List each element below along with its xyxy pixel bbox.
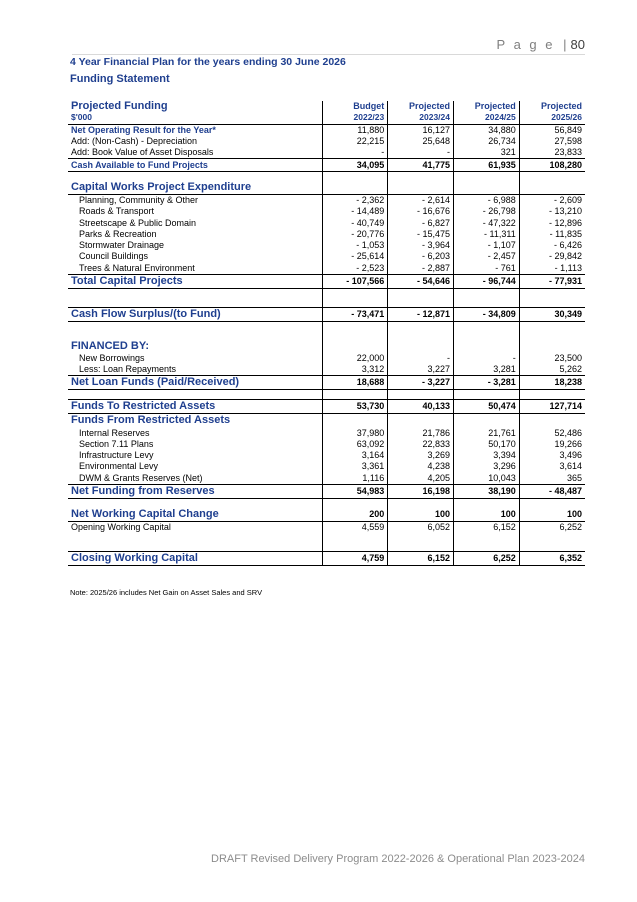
row-value: 100 xyxy=(454,508,520,522)
row-value: - 13,210 xyxy=(519,206,585,217)
spacer-cell xyxy=(68,298,322,308)
row-label: New Borrowings xyxy=(79,353,145,363)
row-value xyxy=(322,181,388,195)
row-value: - 12,871 xyxy=(388,307,454,321)
row-value: - 12,896 xyxy=(519,217,585,228)
row-value xyxy=(454,340,520,353)
row-value: 22,215 xyxy=(322,136,388,147)
row-value: 21,761 xyxy=(454,427,520,438)
spacer-row xyxy=(68,542,585,552)
col-header-4: Projected xyxy=(519,101,585,112)
row-value: 18,238 xyxy=(519,376,585,390)
spacer-cell xyxy=(388,321,454,331)
row-value: 22,833 xyxy=(388,439,454,450)
row-label: Closing Working Capital xyxy=(68,552,322,566)
row-value xyxy=(519,340,585,353)
row-value: 40,133 xyxy=(388,400,454,414)
row-value: - xyxy=(388,147,454,159)
spacer-cell xyxy=(454,542,520,552)
row-value: - 3,964 xyxy=(388,240,454,251)
row-label: Planning, Community & Other xyxy=(79,194,199,205)
col-header-1: Budget xyxy=(322,101,388,112)
row-value: 41,775 xyxy=(388,159,454,171)
row-value: - 3,281 xyxy=(454,376,520,390)
row-value: - 6,988 xyxy=(454,194,520,206)
table-row xyxy=(68,340,585,353)
row-label: Add: (Non-Cash) - Depreciation xyxy=(71,136,198,147)
table-row xyxy=(68,159,585,171)
spacer-cell xyxy=(454,331,520,340)
row-label: Funds From Restricted Assets xyxy=(71,414,231,427)
row-value: - xyxy=(322,147,388,159)
row-value: 26,734 xyxy=(454,136,520,147)
row-label: Stormwater Drainage xyxy=(79,240,165,251)
page-footer: DRAFT Revised Delivery Program 2022-2026 & Operational Plan 2023-2024 xyxy=(211,853,585,865)
row-value: 38,190 xyxy=(454,484,520,498)
table-row xyxy=(68,461,585,472)
row-value: 4,759 xyxy=(322,552,388,566)
row-value: 127,714 xyxy=(519,400,585,414)
row-value xyxy=(454,181,520,195)
spacer-cell xyxy=(68,288,322,298)
row-label: FINANCED BY: xyxy=(71,339,150,352)
table-header-row xyxy=(68,101,585,112)
footnote: Note: 2025/26 includes Net Gain on Asset Sales and SRV xyxy=(70,588,263,597)
spacer-cell xyxy=(388,533,454,542)
row-value xyxy=(519,414,585,428)
spacer-cell xyxy=(519,288,585,298)
row-value: 1,116 xyxy=(322,473,388,485)
row-value: 3,296 xyxy=(454,461,520,472)
row-value: 18,688 xyxy=(322,376,388,390)
row-value: 30,349 xyxy=(519,307,585,321)
spacer-cell xyxy=(68,331,322,340)
row-value: - 6,426 xyxy=(519,240,585,251)
row-label: Roads & Transport xyxy=(79,206,155,217)
spacer-cell xyxy=(454,288,520,298)
spacer-cell xyxy=(454,321,520,331)
spacer-cell xyxy=(68,171,322,181)
spacer-cell xyxy=(519,321,585,331)
table-row xyxy=(68,124,585,136)
table-row xyxy=(68,240,585,251)
col-year-1: 2022/23 xyxy=(322,112,388,124)
row-label: Trees & Natural Environment xyxy=(79,262,195,273)
spacer-row xyxy=(68,533,585,542)
row-value: - 48,487 xyxy=(519,484,585,498)
row-label: Net Loan Funds (Paid/Received) xyxy=(68,376,322,390)
table-row xyxy=(68,353,585,364)
row-value: - 107,566 xyxy=(322,274,388,288)
spacer-cell xyxy=(454,171,520,181)
row-value: 3,614 xyxy=(519,461,585,472)
row-value: - 761 xyxy=(454,263,520,275)
row-value: 34,095 xyxy=(322,159,388,171)
row-value: 6,152 xyxy=(454,521,520,533)
table-row xyxy=(68,364,585,376)
funding-statement-table xyxy=(68,101,585,566)
row-value: - 14,489 xyxy=(322,206,388,217)
row-value: - 3,227 xyxy=(388,376,454,390)
col-year-3: 2024/25 xyxy=(454,112,520,124)
row-value: 6,052 xyxy=(388,521,454,533)
row-value: 365 xyxy=(519,473,585,485)
spacer-cell xyxy=(454,533,520,542)
col-header-3: Projected xyxy=(454,101,520,112)
row-value xyxy=(322,340,388,353)
spacer-cell xyxy=(68,390,322,400)
row-value: - 11,835 xyxy=(519,229,585,240)
row-value: 3,312 xyxy=(322,364,388,376)
row-value: 11,880 xyxy=(322,124,388,136)
row-label: Cash Flow Surplus/(to Fund) xyxy=(68,307,322,321)
row-value: - 2,887 xyxy=(388,263,454,275)
spacer-cell xyxy=(388,171,454,181)
spacer-cell xyxy=(68,498,322,508)
row-value: - 2,523 xyxy=(322,263,388,275)
spacer-cell xyxy=(322,498,388,508)
row-value: - 47,322 xyxy=(454,217,520,228)
table-row xyxy=(68,450,585,461)
table-row xyxy=(68,414,585,428)
row-value: - 1,053 xyxy=(322,240,388,251)
row-label: Streetscape & Public Domain xyxy=(79,217,197,228)
spacer-cell xyxy=(519,298,585,308)
row-value: - 73,471 xyxy=(322,307,388,321)
row-label: Environmental Levy xyxy=(79,461,159,472)
row-label: Cash Available to Fund Projects xyxy=(68,159,322,171)
spacer-cell xyxy=(454,498,520,508)
row-value: 54,983 xyxy=(322,484,388,498)
row-value: 3,394 xyxy=(454,450,520,461)
spacer-cell xyxy=(519,171,585,181)
header-rule xyxy=(72,54,585,55)
row-value: - 2,457 xyxy=(454,251,520,262)
row-label: Internal Reserves xyxy=(79,427,150,438)
row-value: 4,559 xyxy=(322,521,388,533)
row-value: - 11,311 xyxy=(454,229,520,240)
spacer-cell xyxy=(519,390,585,400)
table-row xyxy=(68,136,585,147)
row-label: Net Operating Result for the Year* xyxy=(71,124,216,135)
table-row xyxy=(68,147,585,159)
row-label: Net Working Capital Change xyxy=(68,508,322,522)
row-label: DWM & Grants Reserves (Net) xyxy=(79,472,203,483)
row-value: - 54,646 xyxy=(388,274,454,288)
row-value: 16,198 xyxy=(388,484,454,498)
row-value: 200 xyxy=(322,508,388,522)
row-value xyxy=(388,414,454,428)
row-value: - 15,475 xyxy=(388,229,454,240)
spacer-cell xyxy=(454,390,520,400)
row-value: - 2,614 xyxy=(388,194,454,206)
row-value: 63,092 xyxy=(322,439,388,450)
row-value: 50,170 xyxy=(454,439,520,450)
row-value xyxy=(454,414,520,428)
table-row xyxy=(68,473,585,485)
row-value: - xyxy=(388,353,454,364)
row-label: Parks & Recreation xyxy=(79,228,157,239)
spacer-row xyxy=(68,321,585,331)
row-value xyxy=(519,181,585,195)
table-row xyxy=(68,484,585,498)
row-value: 27,598 xyxy=(519,136,585,147)
row-value: 108,280 xyxy=(519,159,585,171)
row-value: 34,880 xyxy=(454,124,520,136)
spacer-cell xyxy=(322,331,388,340)
row-value: 6,252 xyxy=(519,521,585,533)
table-row xyxy=(68,508,585,522)
table-row xyxy=(68,427,585,438)
row-label: Net Funding from Reserves xyxy=(68,484,322,498)
row-value: - 1,113 xyxy=(519,263,585,275)
table-row xyxy=(68,552,585,566)
row-value: 6,352 xyxy=(519,552,585,566)
spacer-row xyxy=(68,171,585,181)
table-subheader-row xyxy=(68,112,585,124)
row-value xyxy=(388,340,454,353)
row-value: 22,000 xyxy=(322,353,388,364)
row-label: Funds To Restricted Assets xyxy=(68,400,322,414)
spacer-cell xyxy=(388,288,454,298)
row-label: Section 7.11 Plans xyxy=(79,438,154,449)
row-label: Council Buildings xyxy=(79,251,149,262)
row-value: 23,500 xyxy=(519,353,585,364)
row-value: - 96,744 xyxy=(454,274,520,288)
spacer-cell xyxy=(322,321,388,331)
spacer-cell xyxy=(322,298,388,308)
table-row xyxy=(68,251,585,262)
row-value: 6,252 xyxy=(454,552,520,566)
row-value: 321 xyxy=(454,147,520,159)
row-value: 4,238 xyxy=(388,461,454,472)
table-row xyxy=(68,521,585,533)
row-value: 10,043 xyxy=(454,473,520,485)
spacer-cell xyxy=(519,331,585,340)
row-value: 19,266 xyxy=(519,439,585,450)
row-value: - 26,798 xyxy=(454,206,520,217)
row-value: - 34,809 xyxy=(454,307,520,321)
spacer-cell xyxy=(68,542,322,552)
unit-label: $'000 xyxy=(68,112,322,124)
row-value: - 2,609 xyxy=(519,194,585,206)
document-title: 4 Year Financial Plan for the years ending 30 June 2026 xyxy=(70,56,346,68)
row-value: - 16,676 xyxy=(388,206,454,217)
row-value: 4,205 xyxy=(388,473,454,485)
row-value: 3,281 xyxy=(454,364,520,376)
row-value: 21,786 xyxy=(388,427,454,438)
row-value: 3,361 xyxy=(322,461,388,472)
spacer-cell xyxy=(519,533,585,542)
spacer-cell xyxy=(454,298,520,308)
row-value: - 40,749 xyxy=(322,217,388,228)
row-label: Add: Book Value of Asset Disposals xyxy=(71,147,214,158)
spacer-row xyxy=(68,498,585,508)
row-label: Total Capital Projects xyxy=(68,274,322,288)
row-value: 16,127 xyxy=(388,124,454,136)
spacer-row xyxy=(68,390,585,400)
table-row xyxy=(68,181,585,195)
spacer-cell xyxy=(388,542,454,552)
spacer-cell xyxy=(388,390,454,400)
row-value: 100 xyxy=(388,508,454,522)
spacer-cell xyxy=(388,298,454,308)
table-row xyxy=(68,206,585,217)
row-value: 56,849 xyxy=(519,124,585,136)
table-row xyxy=(68,307,585,321)
row-value: 37,980 xyxy=(322,427,388,438)
page-number: P a g e | 80 xyxy=(496,37,585,52)
spacer-row xyxy=(68,331,585,340)
spacer-cell xyxy=(388,331,454,340)
spacer-cell xyxy=(68,533,322,542)
row-value: 61,935 xyxy=(454,159,520,171)
col-header-2: Projected xyxy=(388,101,454,112)
table-row xyxy=(68,194,585,206)
row-value: 52,486 xyxy=(519,427,585,438)
row-value: 100 xyxy=(519,508,585,522)
row-value: 23,833 xyxy=(519,147,585,159)
row-value: - 1,107 xyxy=(454,240,520,251)
row-value: 50,474 xyxy=(454,400,520,414)
spacer-cell xyxy=(322,288,388,298)
table-row xyxy=(68,439,585,450)
spacer-cell xyxy=(388,498,454,508)
row-value: 53,730 xyxy=(322,400,388,414)
row-value: 6,152 xyxy=(388,552,454,566)
row-value: - xyxy=(454,353,520,364)
row-value: - 6,827 xyxy=(388,217,454,228)
spacer-row xyxy=(68,298,585,308)
row-label: Capital Works Project Expenditure xyxy=(68,181,322,195)
row-value: - 29,842 xyxy=(519,251,585,262)
table-row xyxy=(68,274,585,288)
row-value: 25,648 xyxy=(388,136,454,147)
table-row xyxy=(68,229,585,240)
row-value xyxy=(322,414,388,428)
row-value: - 25,614 xyxy=(322,251,388,262)
spacer-row xyxy=(68,288,585,298)
table-row xyxy=(68,376,585,390)
spacer-cell xyxy=(519,542,585,552)
col-year-2: 2023/24 xyxy=(388,112,454,124)
statement-title: Funding Statement xyxy=(70,73,170,85)
row-label: Infrastructure Levy xyxy=(79,450,154,461)
table-row xyxy=(68,263,585,275)
row-value: 3,164 xyxy=(322,450,388,461)
row-value: 5,262 xyxy=(519,364,585,376)
row-value: - 2,362 xyxy=(322,194,388,206)
spacer-cell xyxy=(322,390,388,400)
row-value: 3,227 xyxy=(388,364,454,376)
row-value: - 6,203 xyxy=(388,251,454,262)
row-value xyxy=(388,181,454,195)
row-value: - 77,931 xyxy=(519,274,585,288)
row-label: Less: Loan Repayments xyxy=(79,364,177,375)
col-year-4: 2025/26 xyxy=(519,112,585,124)
spacer-cell xyxy=(519,498,585,508)
spacer-cell xyxy=(322,533,388,542)
spacer-cell xyxy=(322,171,388,181)
row-value: - 20,776 xyxy=(322,229,388,240)
spacer-cell xyxy=(68,321,322,331)
spacer-cell xyxy=(322,542,388,552)
row-value: 3,496 xyxy=(519,450,585,461)
row-label: Opening Working Capital xyxy=(71,522,171,533)
table-row xyxy=(68,217,585,228)
row-value: 3,269 xyxy=(388,450,454,461)
table-row xyxy=(68,400,585,414)
header-label: Projected Funding xyxy=(71,101,168,113)
